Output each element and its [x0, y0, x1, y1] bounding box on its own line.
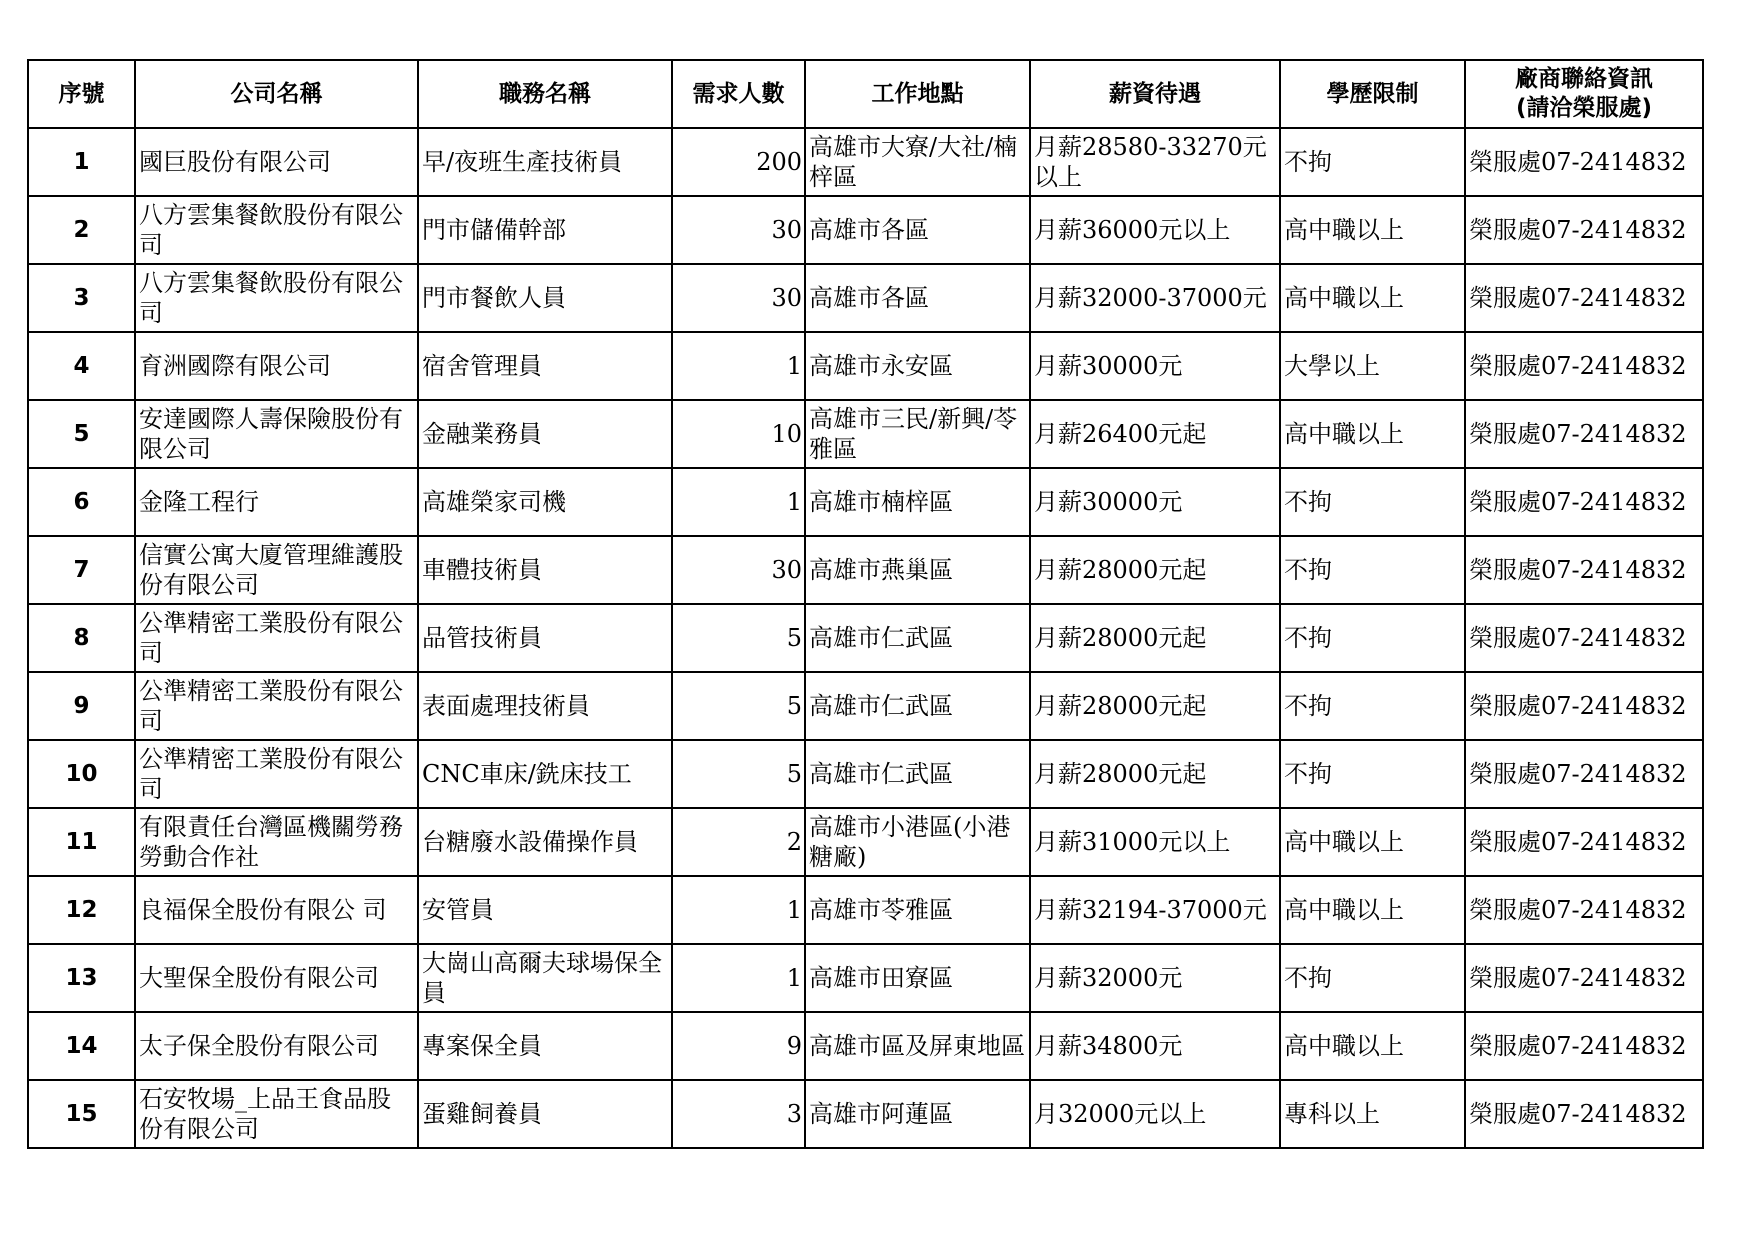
cell-location: 高雄市仁武區: [805, 740, 1030, 808]
cell-education: 不拘: [1280, 740, 1465, 808]
table-row: [28, 400, 1703, 468]
cell-no: 15: [28, 1080, 135, 1148]
cell-job: 台糖廢水設備操作員: [418, 808, 672, 876]
cell-contact: 榮服處07-2414832: [1465, 128, 1703, 196]
table-row: [28, 1012, 1703, 1080]
cell-location: 高雄市區及屏東地區: [805, 1012, 1030, 1080]
cell-education: 高中職以上: [1280, 808, 1465, 876]
cell-no: 4: [28, 332, 135, 400]
cell-company: 有限責任台灣區機關勞務勞動合作社: [135, 808, 418, 876]
cell-job: 專案保全員: [418, 1012, 672, 1080]
header-salary: 薪資待遇: [1030, 60, 1280, 128]
cell-education: 高中職以上: [1280, 400, 1465, 468]
cell-no: 14: [28, 1012, 135, 1080]
job-rows: [28, 128, 1703, 1148]
cell-contact: 榮服處07-2414832: [1465, 808, 1703, 876]
cell-contact: 榮服處07-2414832: [1465, 1080, 1703, 1148]
cell-salary: 月薪28000元起: [1030, 604, 1280, 672]
cell-company: 育洲國際有限公司: [135, 332, 418, 400]
cell-location: 高雄市各區: [805, 264, 1030, 332]
cell-count: 1: [672, 876, 805, 944]
cell-contact: 榮服處07-2414832: [1465, 1012, 1703, 1080]
cell-location: 高雄市三民/新興/苓雅區: [805, 400, 1030, 468]
cell-salary: 月薪28000元起: [1030, 536, 1280, 604]
cell-education: 高中職以上: [1280, 196, 1465, 264]
cell-count: 30: [672, 536, 805, 604]
cell-location: 高雄市苓雅區: [805, 876, 1030, 944]
cell-no: 8: [28, 604, 135, 672]
cell-salary: 月薪32194-37000元: [1030, 876, 1280, 944]
header-contact: [1465, 60, 1703, 128]
cell-no: 5: [28, 400, 135, 468]
cell-count: 30: [672, 196, 805, 264]
cell-company: 八方雲集餐飲股份有限公司: [135, 196, 418, 264]
header-no: 序號: [28, 60, 135, 128]
table-row: [28, 808, 1703, 876]
cell-contact: 榮服處07-2414832: [1465, 468, 1703, 536]
header-location: 工作地點: [805, 60, 1030, 128]
cell-count: 1: [672, 468, 805, 536]
table-row: [28, 264, 1703, 332]
cell-company: 石安牧場_上品王食品股份有限公司: [135, 1080, 418, 1148]
table-row: [28, 876, 1703, 944]
cell-contact: 榮服處07-2414832: [1465, 672, 1703, 740]
cell-salary: 月薪32000元: [1030, 944, 1280, 1012]
cell-no: 11: [28, 808, 135, 876]
cell-count: 5: [672, 740, 805, 808]
header-row: [28, 60, 1703, 128]
cell-job: 金融業務員: [418, 400, 672, 468]
table-row: [28, 536, 1703, 604]
cell-job: 門市儲備幹部: [418, 196, 672, 264]
cell-education: 高中職以上: [1280, 876, 1465, 944]
cell-job: 車體技術員: [418, 536, 672, 604]
cell-salary: 月薪34800元: [1030, 1012, 1280, 1080]
cell-contact: 榮服處07-2414832: [1465, 400, 1703, 468]
cell-salary: 月薪36000元以上: [1030, 196, 1280, 264]
cell-job: 品管技術員: [418, 604, 672, 672]
cell-salary: 月薪30000元: [1030, 332, 1280, 400]
cell-contact: 榮服處07-2414832: [1465, 332, 1703, 400]
cell-salary: 月薪32000-37000元: [1030, 264, 1280, 332]
cell-no: 12: [28, 876, 135, 944]
cell-company: 公準精密工業股份有限公司: [135, 740, 418, 808]
cell-company: 信實公寓大廈管理維護股份有限公司: [135, 536, 418, 604]
table-row: [28, 740, 1703, 808]
cell-contact: 榮服處07-2414832: [1465, 196, 1703, 264]
cell-job: 蛋雞飼養員: [418, 1080, 672, 1148]
cell-no: 1: [28, 128, 135, 196]
header-education: 學歷限制: [1280, 60, 1465, 128]
cell-contact: 榮服處07-2414832: [1465, 536, 1703, 604]
cell-count: 200: [672, 128, 805, 196]
table-row: [28, 128, 1703, 196]
table-row: [28, 332, 1703, 400]
cell-count: 5: [672, 604, 805, 672]
cell-contact: 榮服處07-2414832: [1465, 264, 1703, 332]
cell-salary: 月薪28580-33270元以上: [1030, 128, 1280, 196]
cell-company: 太子保全股份有限公司: [135, 1012, 418, 1080]
cell-education: 不拘: [1280, 604, 1465, 672]
cell-salary: 月薪30000元: [1030, 468, 1280, 536]
cell-company: 八方雲集餐飲股份有限公司: [135, 264, 418, 332]
cell-job: 早/夜班生產技術員: [418, 128, 672, 196]
cell-count: 30: [672, 264, 805, 332]
cell-no: 9: [28, 672, 135, 740]
cell-salary: 月32000元以上: [1030, 1080, 1280, 1148]
header-count: 需求人數: [672, 60, 805, 128]
cell-count: 5: [672, 672, 805, 740]
cell-location: 高雄市楠梓區: [805, 468, 1030, 536]
cell-job: 宿舍管理員: [418, 332, 672, 400]
cell-no: 3: [28, 264, 135, 332]
header-contact-title: 廠商聯絡資訊: [1515, 66, 1653, 92]
cell-company: 金隆工程行: [135, 468, 418, 536]
cell-education: 不拘: [1280, 536, 1465, 604]
cell-contact: 榮服處07-2414832: [1465, 740, 1703, 808]
table-row: [28, 468, 1703, 536]
cell-company: 良福保全股份有限公 司: [135, 876, 418, 944]
header-contact-note: (請洽榮服處): [1515, 95, 1653, 121]
cell-job: 表面處理技術員: [418, 672, 672, 740]
job-listing-table: [27, 59, 1704, 1149]
cell-count: 10: [672, 400, 805, 468]
cell-count: 1: [672, 944, 805, 1012]
cell-company: 大聖保全股份有限公司: [135, 944, 418, 1012]
cell-education: 高中職以上: [1280, 1012, 1465, 1080]
cell-education: 不拘: [1280, 468, 1465, 536]
cell-job: 門市餐飲人員: [418, 264, 672, 332]
cell-job: 大崗山高爾夫球場保全員: [418, 944, 672, 1012]
cell-education: 不拘: [1280, 672, 1465, 740]
cell-company: 安達國際人壽保險股份有限公司: [135, 400, 418, 468]
cell-education: 不拘: [1280, 944, 1465, 1012]
cell-location: 高雄市大寮/大社/楠梓區: [805, 128, 1030, 196]
cell-count: 3: [672, 1080, 805, 1148]
cell-salary: 月薪28000元起: [1030, 672, 1280, 740]
cell-count: 2: [672, 808, 805, 876]
cell-count: 1: [672, 332, 805, 400]
cell-company: 公準精密工業股份有限公司: [135, 604, 418, 672]
table-row: [28, 672, 1703, 740]
cell-company: 公準精密工業股份有限公司: [135, 672, 418, 740]
cell-no: 7: [28, 536, 135, 604]
cell-company: 國巨股份有限公司: [135, 128, 418, 196]
cell-contact: 榮服處07-2414832: [1465, 876, 1703, 944]
table-row: [28, 944, 1703, 1012]
cell-no: 13: [28, 944, 135, 1012]
cell-no: 6: [28, 468, 135, 536]
cell-job: CNC車床/銑床技工: [418, 740, 672, 808]
cell-salary: 月薪28000元起: [1030, 740, 1280, 808]
cell-no: 10: [28, 740, 135, 808]
cell-location: 高雄市燕巢區: [805, 536, 1030, 604]
table-row: [28, 196, 1703, 264]
cell-location: 高雄市仁武區: [805, 672, 1030, 740]
cell-location: 高雄市仁武區: [805, 604, 1030, 672]
table-row: [28, 1080, 1703, 1148]
cell-education: 專科以上: [1280, 1080, 1465, 1148]
cell-location: 高雄市各區: [805, 196, 1030, 264]
cell-location: 高雄市小港區(小港糖廠): [805, 808, 1030, 876]
cell-salary: 月薪26400元起: [1030, 400, 1280, 468]
job-listing-sheet: [27, 59, 1704, 1149]
table-row: [28, 604, 1703, 672]
cell-location: 高雄市永安區: [805, 332, 1030, 400]
cell-job: 高雄榮家司機: [418, 468, 672, 536]
cell-job: 安管員: [418, 876, 672, 944]
cell-salary: 月薪31000元以上: [1030, 808, 1280, 876]
cell-contact: 榮服處07-2414832: [1465, 604, 1703, 672]
cell-contact: 榮服處07-2414832: [1465, 944, 1703, 1012]
cell-location: 高雄市阿蓮區: [805, 1080, 1030, 1148]
header-job: 職務名稱: [418, 60, 672, 128]
header-company: 公司名稱: [135, 60, 418, 128]
cell-count: 9: [672, 1012, 805, 1080]
cell-education: 不拘: [1280, 128, 1465, 196]
cell-no: 2: [28, 196, 135, 264]
cell-education: 高中職以上: [1280, 264, 1465, 332]
cell-location: 高雄市田寮區: [805, 944, 1030, 1012]
cell-education: 大學以上: [1280, 332, 1465, 400]
